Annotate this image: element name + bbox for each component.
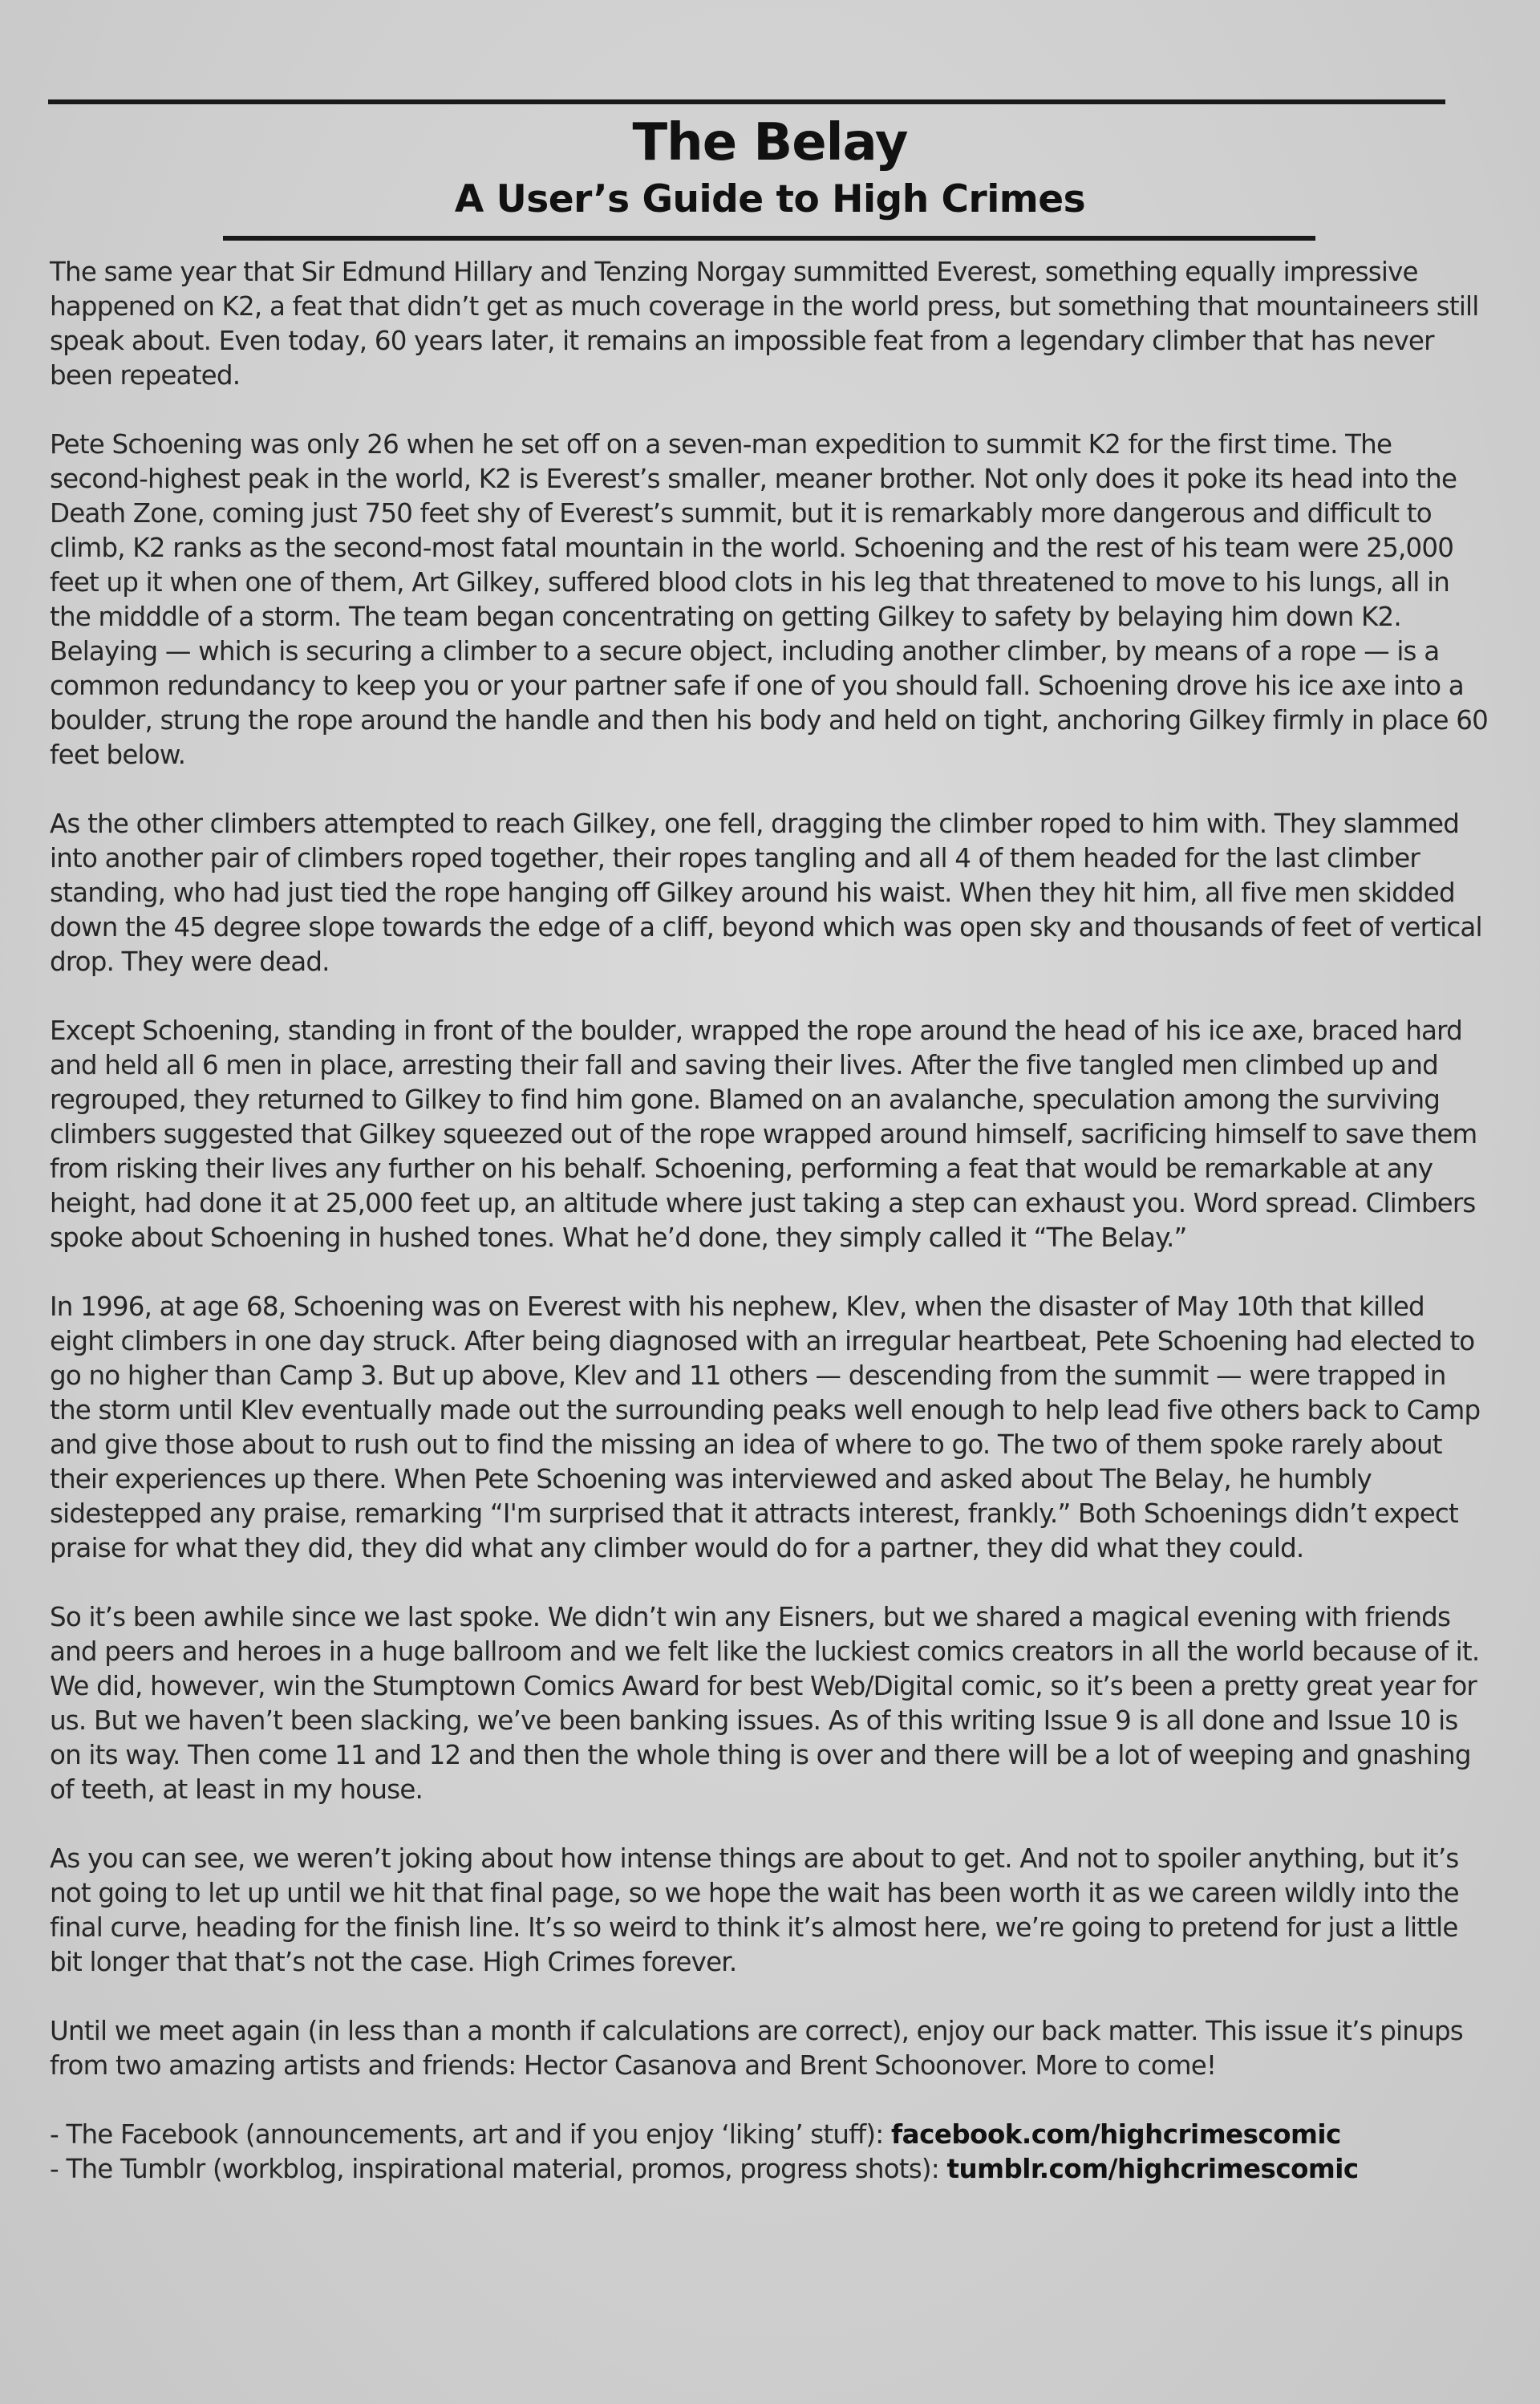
paragraph: In 1996, at age 68, Schoening was on Everest with his nephew, Klev, when the disaster of May 10th that killed eight climbers in one day struck. After being diagnosed with an irregular heartbeat, Pete Schoening had elected to go no higher than Camp 3. But up above, Klev and 11 others — descending from the summit — were trapped in the storm until Klev eventually made out the surrounding peaks well enough to help lead five others back to Camp and give those about to rush out to find the missing an idea of where to go. The two of them spoke rarely about their experiences up there. When Pete Schoening was interviewed and asked about The Belay, he humbly sidestepped any praise, remarking “I'm surprised that it attracts interest, frankly.” Both Schoenings didn’t expect praise for what they did, they did what any climber would do for a partner, they did what they could. <box>50 1291 1481 1563</box>
paragraph: Except Schoening, standing in front of the boulder, wrapped the rope around the head of his ice axe, braced hard and held all 6 men in place, arresting their fall and saving their lives. After the five tangled men climbed up and regrouped, they returned to Gilkey to find him gone. Blamed on an avalanche, speculation among the surviving climbers suggested that Gilkey squeezed out of the rope wrapped around himself, sacrificing himself to save them from risking their lives any further on his behalf. Schoening, performing a feat that would be remarkable at any height, had done it at 25,000 feet up, an altitude where just taking a step can exhaust you. Word spread. Climbers spoke about Schoening in hushed tones. What he’d done, they simply called it “The Belay.” <box>50 1016 1477 1253</box>
social-links <box>50 2118 1493 2187</box>
paragraph: Until we meet again (in less than a month if calculations are correct), enjoy our back matter. This issue it’s pinups from two amazing artists and friends: Hector Casanova and Brent Schoonover. More to come! <box>50 2016 1463 2081</box>
article-body <box>50 255 1493 2187</box>
facebook-link-line <box>50 2118 1493 2152</box>
paragraph: The same year that Sir Edmund Hillary and Tenzing Norgay summitted Everest, something equally impressive happened on K2, a feat that didn’t get as much coverage in the world press, but something that mountaineers still speak about. Even today, 60 years later, it remains an impossible feat from a legendary climber that has never been repeated. <box>50 257 1479 391</box>
tumblr-link[interactable]: tumblr.com/highcrimescomic <box>946 2154 1359 2184</box>
facebook-link[interactable]: facebook.com/highcrimescomic <box>891 2119 1341 2150</box>
paragraph: So it’s been awhile since we last spoke. We didn’t win any Eisners, but we shared a magical evening with friends and peers and heroes in a huge ballroom and we felt like the luckiest comics creators in all the world because of it. We did, however, win the Stumptown Comics Award for best Web/Digital comic, so it’s been a pretty great year for us. But we haven’t been slacking, we’ve been banking issues. As of this writing Issue 9 is all done and Issue 10 is on its way. Then come 11 and 12 and then the whole thing is over and there will be a lot of weeping and gnashing of teeth, at least in my house. <box>50 1602 1480 1805</box>
tumblr-link-label: - The Tumblr (workblog, inspirational material, promos, progress shots): <box>50 2154 947 2184</box>
page-subtitle: A User’s Guide to High Crimes <box>454 177 1086 221</box>
tumblr-link-line <box>50 2152 1493 2187</box>
paragraph: Pete Schoening was only 26 when he set off on a seven-man expedition to summit K2 for the first time. The second-highest peak in the world, K2 is Everest’s smaller, meaner brother. Not only does it poke its head into the Death Zone, coming just 750 feet shy of Everest’s summit, but it is remarkably more dangerous and difficult to climb, K2 ranks as the second-most fatal mountain in the world. Schoening and the rest of his team were 25,000 feet up it when one of them, Art Gilkey, suffered blood clots in his leg that threatened to move to his lungs, all in the midddle of a storm. The team began concentrating on getting Gilkey to safety by belaying him down K2. Belaying — which is securing a climber to a secure object, including another climber, by means of a rope — is a common redundancy to keep you or your partner safe if one of you should fall. Schoening drove his ice axe into a boulder, strung the rope around the handle and then his body and held on tight, anchoring Gilkey firmly in place 60 feet below. <box>50 429 1489 770</box>
bottom-rule <box>223 236 1315 241</box>
paragraph: As you can see, we weren’t joking about how intense things are about to get. And not to spoiler anything, but it’s not going to let up until we hit that final page, so we hope the wait has been worth it as we careen wildly into the final curve, heading for the finish line. It’s so weird to think it’s almost here, we’re going to pretend for just a little bit longer that that’s not the case. High Crimes forever. <box>50 1843 1459 1977</box>
page-title: The Belay <box>632 113 908 172</box>
top-rule <box>48 99 1445 104</box>
facebook-link-label: - The Facebook (announcements, art and if you enjoy ‘liking’ stuff): <box>50 2119 891 2150</box>
paragraph: As the other climbers attempted to reach Gilkey, one fell, dragging the climber roped to him with. They slammed into another pair of climbers roped together, their ropes tangling and all 4 of them headed for the last climber standing, who had just tied the rope hanging off Gilkey around his waist. When they hit him, all five men skidded down the 45 degree slope towards the edge of a cliff, beyond which was open sky and thousands of feet of vertical drop. They were dead. <box>50 809 1482 977</box>
